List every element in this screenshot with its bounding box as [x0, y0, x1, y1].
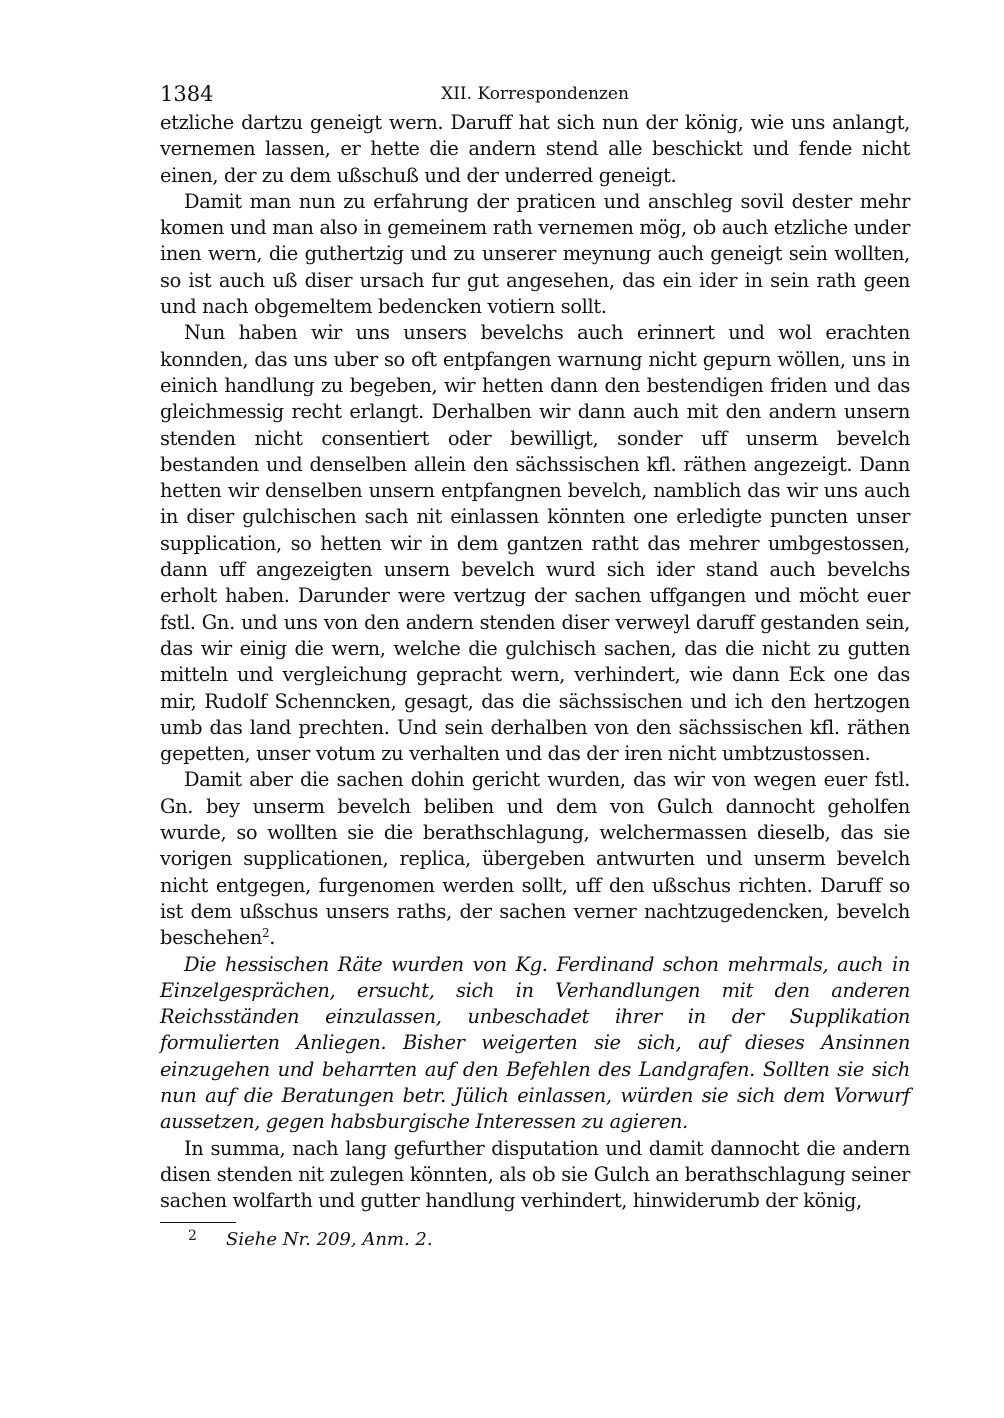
page — [160, 78, 910, 1214]
paragraph-2: Damit man nun zu erfahrung der praticen und anschleg sovil dester mehr komen und man also in gemeinem rath vernemen mög, ob auch etzliche under inen wern, die guthertzig und zu unserer meynung auch geneigt sein wollten, so ist auch uß diser ursach fur gut angesehen, das ein ider in sein rath geen und nach obgemeltem bedencken votiern sollt. — [160, 189, 910, 319]
paragraph-4-text: Damit aber die sachen dohin gericht wurden, das wir von wegen euer fstl. Gn. bey unserm bevelch beliben und dem von Gulch dannocht geholfen wurde, so wollten sie die berathschlagung, welchermassen dieselb, das sie vorigen supplicationen, replica, übergeben antwurten und unserm bevelch nicht entgegen, furgenomen werden sollt, uff den ußschus richten. Daruff so ist dem ußschus unsers raths, der sachen verner nachtzugedencken, bevelch beschehen — [160, 768, 910, 950]
running-head — [160, 78, 910, 110]
footnotes — [160, 1222, 910, 1253]
paragraph-4 — [160, 767, 910, 951]
page-number: 1384 — [160, 82, 214, 106]
paragraph-3: Nun haben wir uns unsers bevelchs auch erinnert und wol erachten konnden, das uns uber so oft entpfangen warnung nicht gepurn wöllen, uns in einich handlung zu begeben, wir hetten dann den bestendigen friden und das gleichmessig recht erlangt. Derhalben wir dann auch mit den andern unsern stenden nicht consentiert oder bewilligt, sonder uff unserm bevelch bestanden und denselben allein den sächssischen kfl. räthen angezeigt. Dann hetten wir denselben unsern entpfangnen bevelch, namblich das wir uns auch in diser gulchischen sach nit einlassen könnten one erledigte puncten unser supplication, so hetten wir in dem gantzen ratht das mehrer umbgestossen, dann uff angezeigten unsern bevelch wurd sich ider stand auch bevelchs erholt haben. Darunder were vertzug der sachen uffgangen und möcht euer fstl. Gn. und uns von den andern stenden diser verweyl daruff gestanden sein, das wir einig die wern, welche die gulchisch sachen, das die nicht zu gutten mitteln und vergleichung gepracht wern, verhindert, wie dann Eck one das mir, Rudolf Schenncken, gesagt, das die sächssischen und ich den hertzogen umb das land prechten. Und sein derhalben von den sächssischen kfl. räthen gepetten, unser votum zu verhalten und das der iren nicht umbtzustossen. — [160, 321, 910, 766]
paragraph-4-tail: . — [269, 926, 276, 950]
footnote-rule — [160, 1222, 236, 1223]
paragraph-1: etzliche dartzu geneigt wern. Daruff hat sich nun der könig, wie uns anlangt, vernemen lassen, er hette die andern stend alle beschickt und fende nicht einen, der zu dem ußschuß und der underred geneigt. — [160, 111, 910, 187]
footnote-reference[interactable]: 2 — [261, 926, 270, 941]
footnote-number: 2 — [188, 1228, 197, 1244]
paragraph-6: In summa, nach lang gefurther disputation und damit dannocht die andern disen stenden nit zulegen könnten, als ob sie Gulch an berathschlagung seiner sachen wolfarth und gutter handlung verhindert, hinwiderumb der könig, — [160, 1136, 910, 1213]
body-text — [160, 110, 910, 1214]
footnote — [160, 1227, 910, 1253]
footnote-text: Siehe Nr. 209, Anm. 2. — [226, 1229, 433, 1250]
running-title: XII. Korrespondenzen — [441, 84, 629, 104]
editorial-summary: Die hessischen Räte wurden von Kg. Ferdinand schon mehrmals, auch in Einzelgesprächen, ersucht, sich in Verhandlungen mit den anderen Reichsständen einzulassen, unbeschadet ihrer in der Supplikation formulierten Anliegen. Bisher weigerten sie sich, auf dieses Ansinnen einzugehen und beharrten auf den Befehlen des Landgrafen. Sollten sie sich nun auf die Beratungen betr. Jülich einlassen, würden sie sich dem Vorwurf aussetzen, gegen habsburgische Interessen zu agieren. — [160, 952, 910, 1134]
